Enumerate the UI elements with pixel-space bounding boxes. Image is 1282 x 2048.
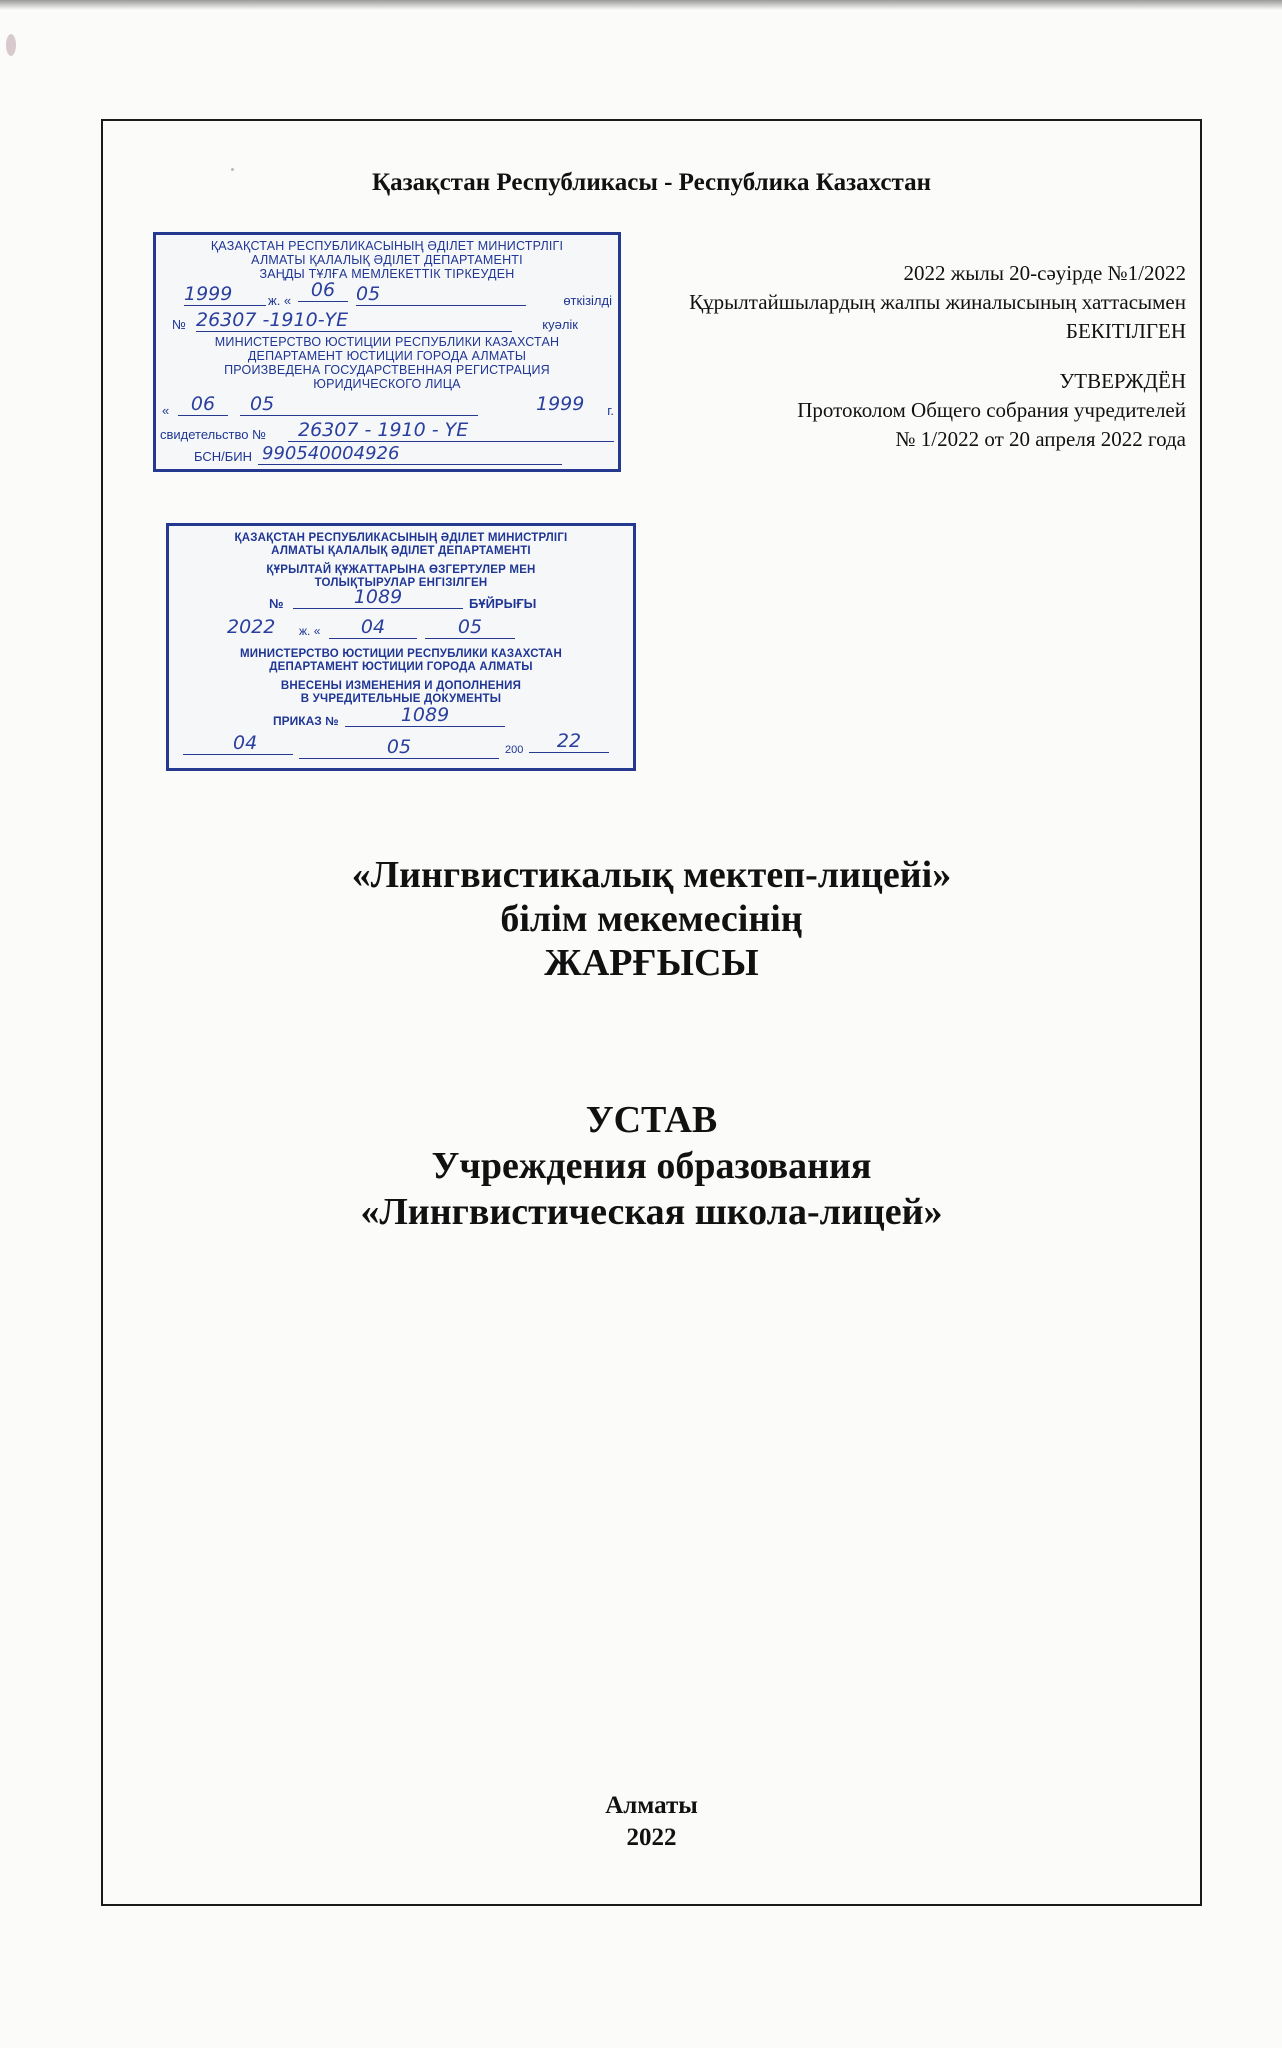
stamp-line: МИНИСТЕРСТВО ЮСТИЦИИ РЕСПУБЛИКИ КАЗАХСТАН (214, 335, 560, 349)
stamp-bottom-year-prefix: 200 (505, 744, 524, 756)
registration-stamp (153, 232, 621, 472)
title-ru-line: Учреждения образования (431, 1145, 872, 1187)
stamp-number-prefix: № (172, 317, 186, 332)
stamp-passed-label: өткізілді (563, 293, 612, 308)
stamp-line: ҚАЗАҚСТАН РЕСПУБЛИКАСЫНЫҢ ӘДІЛЕТ МИНИСТРЛІГІ (234, 532, 568, 544)
stamp-line: ПРОИЗВЕДЕНА ГОСУДАРСТВЕННАЯ РЕГИСТРАЦИЯ (224, 363, 550, 377)
stamp-reg-date-row (156, 391, 618, 419)
title-kz-line: «Лингвистикалық мектеп-лицейі» (351, 854, 952, 896)
stamp-date-row (169, 612, 633, 642)
stamp-line: АЛМАТЫ ҚАЛАЛЫҚ ӘДІЛЕТ ДЕПАРТАМЕНТІ (251, 253, 523, 267)
stamp-date-mid: ж. « (299, 624, 321, 638)
document-title-kz (103, 853, 1200, 985)
scan-speck (6, 34, 16, 56)
stamp-handwritten-bottom-year: 22 (529, 730, 609, 753)
stamp-line: В УЧРЕДИТЕЛЬНЫЕ ДОКУМЕНТЫ (300, 693, 502, 705)
approval-ru-line: УТВЕРЖДЁН (1059, 369, 1186, 393)
stamp-bin-row (156, 443, 618, 465)
stamp-bin-label: БСН/БИН (194, 449, 253, 464)
stamp-handwritten-number: 1089 (293, 586, 463, 609)
stamp-handwritten-svid: 26307 - 1910 - ҮЕ (288, 419, 614, 442)
document-footer (103, 1790, 1200, 1854)
stamp-order-label: БҰЙРЫҒЫ (469, 596, 537, 611)
stamp-line: ҚАЗАҚСТАН РЕСПУБЛИКАСЫНЫҢ ӘДІЛЕТ МИНИСТРЛІГІ (210, 239, 564, 253)
stamp-line: ВНЕСЕНЫ ИЗМЕНЕНИЯ И ДОПОЛНЕНИЯ (280, 680, 522, 692)
stamp-date-g: г. (607, 403, 614, 418)
amendments-stamp (166, 523, 636, 771)
approval-block-kz (689, 259, 1186, 346)
stamp-prikaz-label: ПРИКАЗ № (273, 714, 339, 728)
approval-ru-line: № 1/2022 от 20 апреля 2022 года (895, 427, 1186, 451)
approval-kz-line: 2022 жылы 20-сәуірде №1/2022 (903, 261, 1186, 285)
stamp-prikaz-row (169, 706, 633, 730)
stamp-line: ДЕПАРТАМЕНТ ЮСТИЦИИ ГОРОДА АЛМАТЫ (269, 661, 533, 673)
stamp-svid-row (156, 419, 618, 443)
stamp-handwritten-bottom-day: 04 (183, 732, 293, 755)
title-ru-line: «Лингвистическая школа-лицей» (360, 1191, 943, 1233)
stamp-handwritten-month: 04 (329, 616, 417, 639)
stamp-number-prefix: № (269, 596, 284, 611)
stamp-date-open: « (162, 403, 170, 418)
stamp-handwritten-month: 06 (298, 279, 348, 302)
stamp-handwritten-bottom-month: 05 (299, 736, 499, 759)
stamp-handwritten-date-day: 06 (178, 393, 228, 416)
stamp-cert-label: куәлік (542, 317, 578, 332)
stamp-line: ТОЛЫҚТЫРУЛАР ЕНГІЗІЛГЕН (314, 577, 488, 589)
stamp-order-row (169, 586, 633, 612)
title-kz-line: ЖАРҒЫСЫ (544, 942, 759, 984)
stamp-line: МИНИСТЕРСТВО ЮСТИЦИИ РЕСПУБЛИКИ КАЗАХСТАН (240, 648, 562, 660)
stamp-number-row (156, 309, 618, 335)
approval-kz-line: Құрылтайшылардың жалпы жиналысының хаттасымен (689, 290, 1186, 314)
stamp-handwritten-bin: 990540004926 (258, 443, 562, 465)
title-kz-line: білім мекемесінің (500, 898, 803, 940)
scan-top-edge (0, 0, 1282, 10)
stamp-handwritten-number: 26307 -1910-ҮЕ (196, 309, 512, 332)
approval-kz-line: БЕКІТІЛГЕН (1065, 319, 1186, 343)
approval-ru-line: Протоколом Общего собрания учредителей (797, 398, 1186, 422)
stamp-bottom-date-row (169, 730, 633, 760)
stamp-handwritten-day: 05 (356, 283, 526, 306)
stamp-handwritten-year: 1999 (184, 283, 266, 306)
stamp-svid-label: свидетельство № (160, 427, 267, 442)
stamp-handwritten-date-month: 05 (240, 393, 478, 416)
stamp-line: АЛМАТЫ ҚАЛАЛЫҚ ӘДІЛЕТ ДЕПАРТАМЕНТІ (271, 545, 531, 557)
country-header: Қазақстан Республикасы - Республика Казахстан (371, 169, 931, 196)
stamp-handwritten-day: 05 (425, 616, 515, 639)
stamp-line: ЮРИДИЧЕСКОГО ЛИЦА (313, 377, 461, 391)
approval-block-ru (797, 367, 1186, 454)
document-page (101, 119, 1202, 1906)
stamp-date-row (156, 281, 618, 309)
stamp-handwritten-year: 2022 (227, 616, 276, 638)
footer-year: 2022 (626, 1824, 677, 1851)
stamp-line: ЗАҢДЫ ТҰЛҒА МЕМЛЕКЕТТІК ТІРКЕУДЕН (259, 267, 515, 281)
stamp-handwritten-prikaz: 1089 (345, 704, 505, 727)
stamp-handwritten-date-year: 1999 (536, 393, 585, 415)
stamp-year-suffix: ж. « (268, 293, 292, 308)
stamp-line: ҚҰРЫЛТАЙ ҚҰЖАТТАРЫНА ӨЗГЕРТУЛЕР МЕН (266, 564, 536, 576)
title-ru-line: УСТАВ (585, 1099, 718, 1141)
footer-city: Алматы (605, 1792, 698, 1819)
document-title-ru (103, 1097, 1200, 1235)
stamp-line: ДЕПАРТАМЕНТ ЮСТИЦИИ ГОРОДА АЛМАТЫ (247, 349, 527, 363)
